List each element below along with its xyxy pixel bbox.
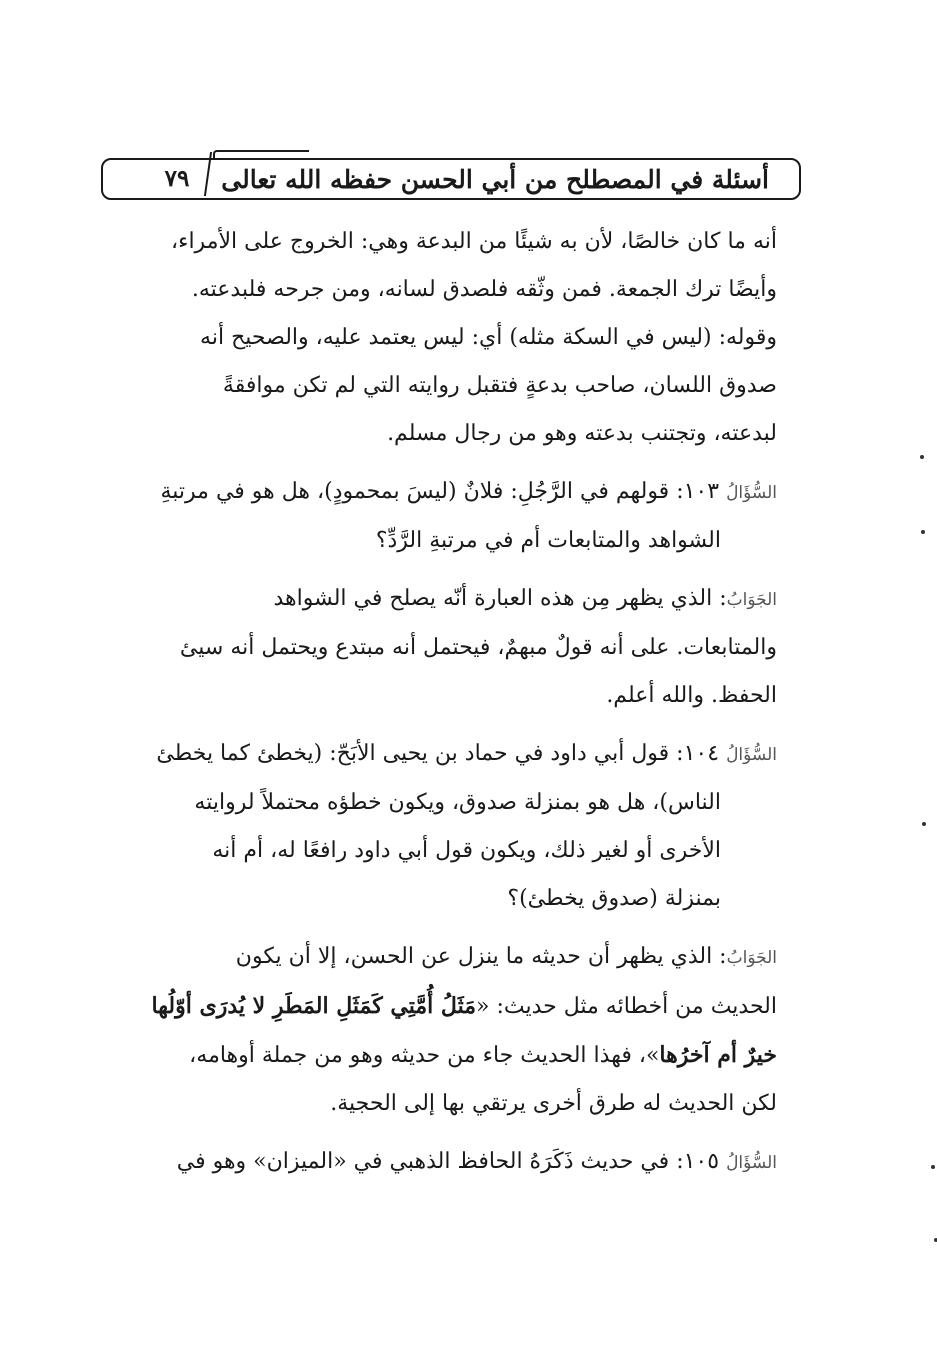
header-tab-line — [213, 150, 309, 160]
question-label: السُّؤَالُ — [726, 745, 777, 765]
question-text-cont: الأخرى أو لغير ذلك، ويكون قول أبي داود رافعًا له، أم أنه — [212, 838, 721, 863]
answer-104 — [123, 933, 777, 982]
question-text-cont: بمنزلة (صدوق يخطئ)؟ — [507, 886, 721, 911]
main-text — [123, 218, 777, 1187]
header-title: أسئلة في المصطلح من أبي الحسن حفظه الله تعالى — [221, 165, 769, 194]
answer-103 — [123, 575, 777, 624]
text-line: وأيضًا ترك الجمعة. فمن وثّقه فلصدق لسانه، ومن جرحه فلبدعته. — [191, 277, 777, 302]
question-text: ١٠٣: قولهم في الرَّجُلِ: فلانٌ (ليسَ بمحمودٍ)، هل هو في مرتبةِ — [160, 479, 720, 504]
hadith-quote: مَثَلُ أُمَّتِي كَمَثَلِ المَطَرِ لا يُدرَى أوّلُها — [151, 993, 476, 1019]
text-line: لبدعته، وتجتنب بدعته وهو من رجال مسلم. — [387, 421, 777, 446]
hadith-quote: خيرٌ أم آخرُها — [659, 1042, 777, 1068]
question-105 — [123, 1138, 777, 1187]
running-header — [101, 158, 801, 200]
text-fragment: »، فهذا الحديث جاء من حديثه وهو من جملة أوهامه، — [189, 1043, 660, 1068]
question-103 — [123, 468, 777, 517]
text-fragment: الحديث من أخطائه مثل حديث: « — [476, 994, 777, 1019]
question-text-cont: الناس)، هل هو بمنزلة صدوق، ويكون خطؤه محتملاً لروايته — [194, 790, 721, 815]
question-text-cont: الشواهد والمتابعات أم في مرتبةِ الرَّدِّ؟ — [375, 528, 721, 553]
question-104 — [123, 730, 777, 779]
text-line: أنه ما كان خالصًا، لأن به شيئًا من البدعة وهي: الخروج على الأمراء، — [171, 229, 777, 254]
scan-speck — [922, 822, 926, 826]
scan-speck — [931, 1165, 935, 1169]
answer-text: : الذي يظهر أن حديثه ما ينزل عن الحسن، إلا أن يكون — [235, 944, 727, 969]
answer-label: الجَوَابُ — [726, 590, 777, 610]
scan-speck — [920, 455, 924, 459]
answer-label: الجَوَابُ — [726, 948, 777, 968]
text-line: والمتابعات. على أنه قولٌ مبهمٌ، فيحتمل أنه مبتدع ويحتمل أنه سيئ — [179, 635, 777, 660]
page-number: ٧٩ — [164, 165, 190, 192]
text-line: صدوق اللسان، صاحب بدعةٍ فتقبل روايته التي لم تكن موافقةً — [222, 373, 777, 398]
text-line: لكن الحديث له طرق أخرى يرتقي بها إلى الحجية. — [330, 1091, 777, 1116]
text-line — [123, 1031, 777, 1080]
text-line: وقوله: (ليس في السكة مثله) أي: ليس يعتمد عليه، والصحيح أنه — [200, 325, 777, 350]
answer-text: : الذي يظهر مِن هذه العبارة أنّه يصلح في الشواهد — [273, 586, 727, 611]
question-text: ١٠٥: في حديث ذَكَرَهُ الحافظ الذهبي في «الميزان» وهو في — [176, 1149, 720, 1174]
text-line — [123, 982, 777, 1031]
header-separator — [204, 152, 212, 196]
text-line: الحفظ. والله أعلم. — [606, 683, 777, 708]
question-label: السُّؤَالُ — [726, 483, 777, 503]
question-text: ١٠٤: قول أبي داود في حماد بن يحيى الأبَحّ: (يخطئ كما يخطئ — [156, 741, 720, 766]
scan-speck — [921, 530, 925, 534]
question-label: السُّؤَالُ — [726, 1153, 777, 1173]
